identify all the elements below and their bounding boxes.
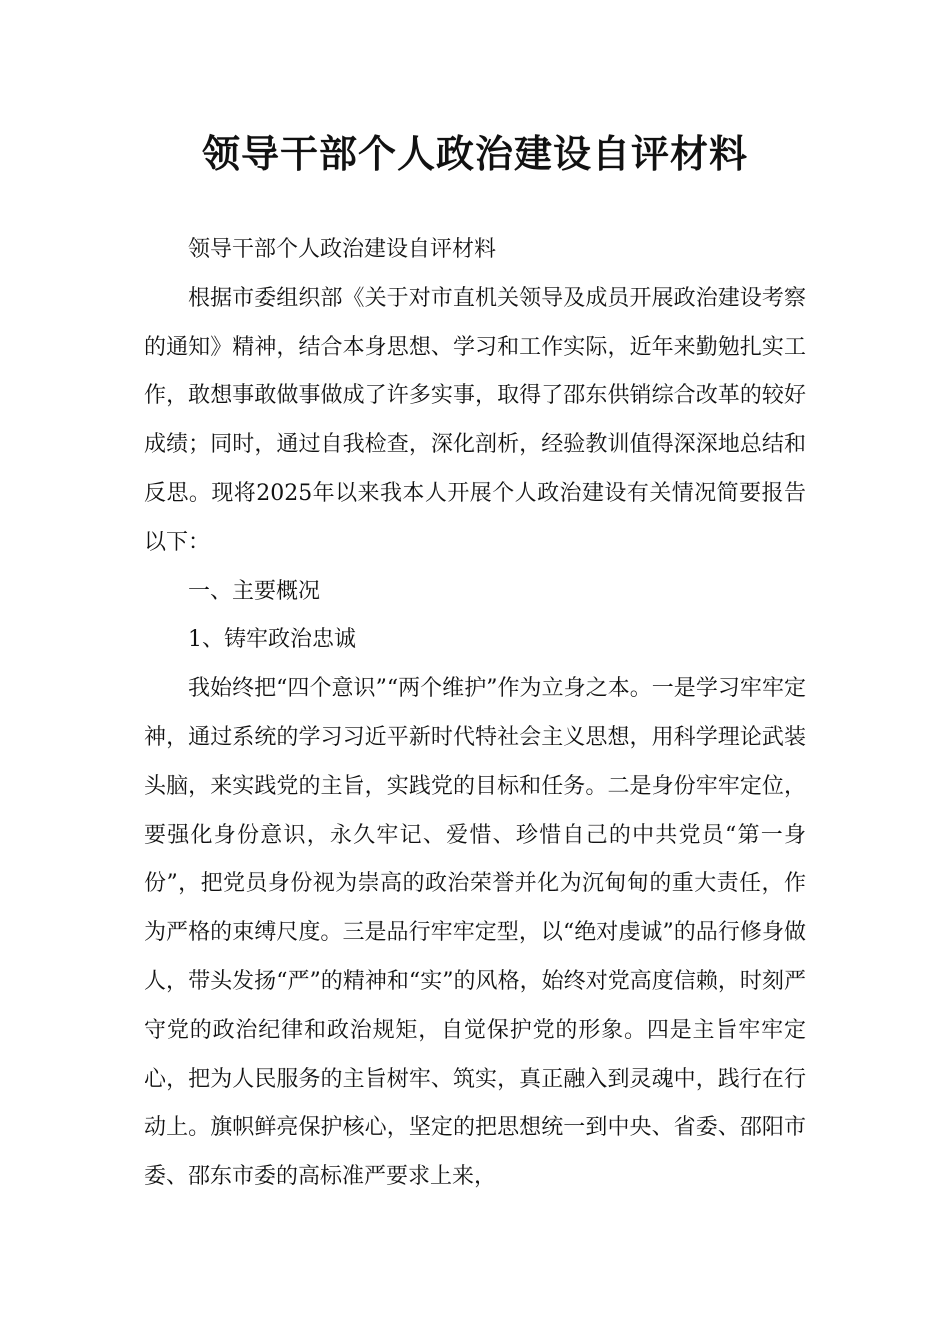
document-body (144, 226, 806, 1202)
document-title: 领导干部个人政治建设自评材料 (201, 131, 748, 176)
body-subtitle: 领导干部个人政治建设自评材料 (188, 237, 497, 262)
section-heading-main-overview: 一、主要概况 (188, 578, 321, 604)
intro-paragraph: 根据市委组织部《关于对市直机关领导及成员开展政治建设考察的通知》精神，结合本身思想、学习和工作实际，近年来勤勉扎实工作，敢想事敢做事做成了许多实事，取得了邵东供销综合改革的较好成绩；同时，通过自我检查，深化剖析，经验教训值得深深地总结和反思。现将2025年以来我本人开展个人政治建设有关情况简要报告以下： (144, 285, 806, 555)
loyalty-paragraph: 我始终把“四个意识”“两个维护”作为立身之本。一是学习牢牢定神，通过系统的学习习近平新时代特社会主义思想，用科学理论武装头脑，来实践党的主旨，实践党的目标和任务。二是身份牢牢定位，要强化身份意识，永久牢记、爱惜、珍惜自己的中共党员“第一身份”，把党员身份视为崇高的政治荣誉并化为沉甸甸的重大责任，作为严格的束缚尺度。三是品行牢牢定型，以“绝对虔诚”的品行修身做人，带头发扬“严”的精神和“实”的风格，始终对党高度信赖，时刻严守党的政治纪律和政治规矩，自觉保护党的形象。四是主旨牢牢定心，把为人民服务的主旨树牢、筑实，真正融入到灵魂中，践行在行动上。旗帜鲜亮保护核心，坚定的把思想统一到中央、省委、邵阳市委、邵东市委的高标准严要求上来， (144, 676, 806, 1190)
subsection-heading-political-loyalty: 1、铸牢政治忠诚 (188, 627, 356, 653)
